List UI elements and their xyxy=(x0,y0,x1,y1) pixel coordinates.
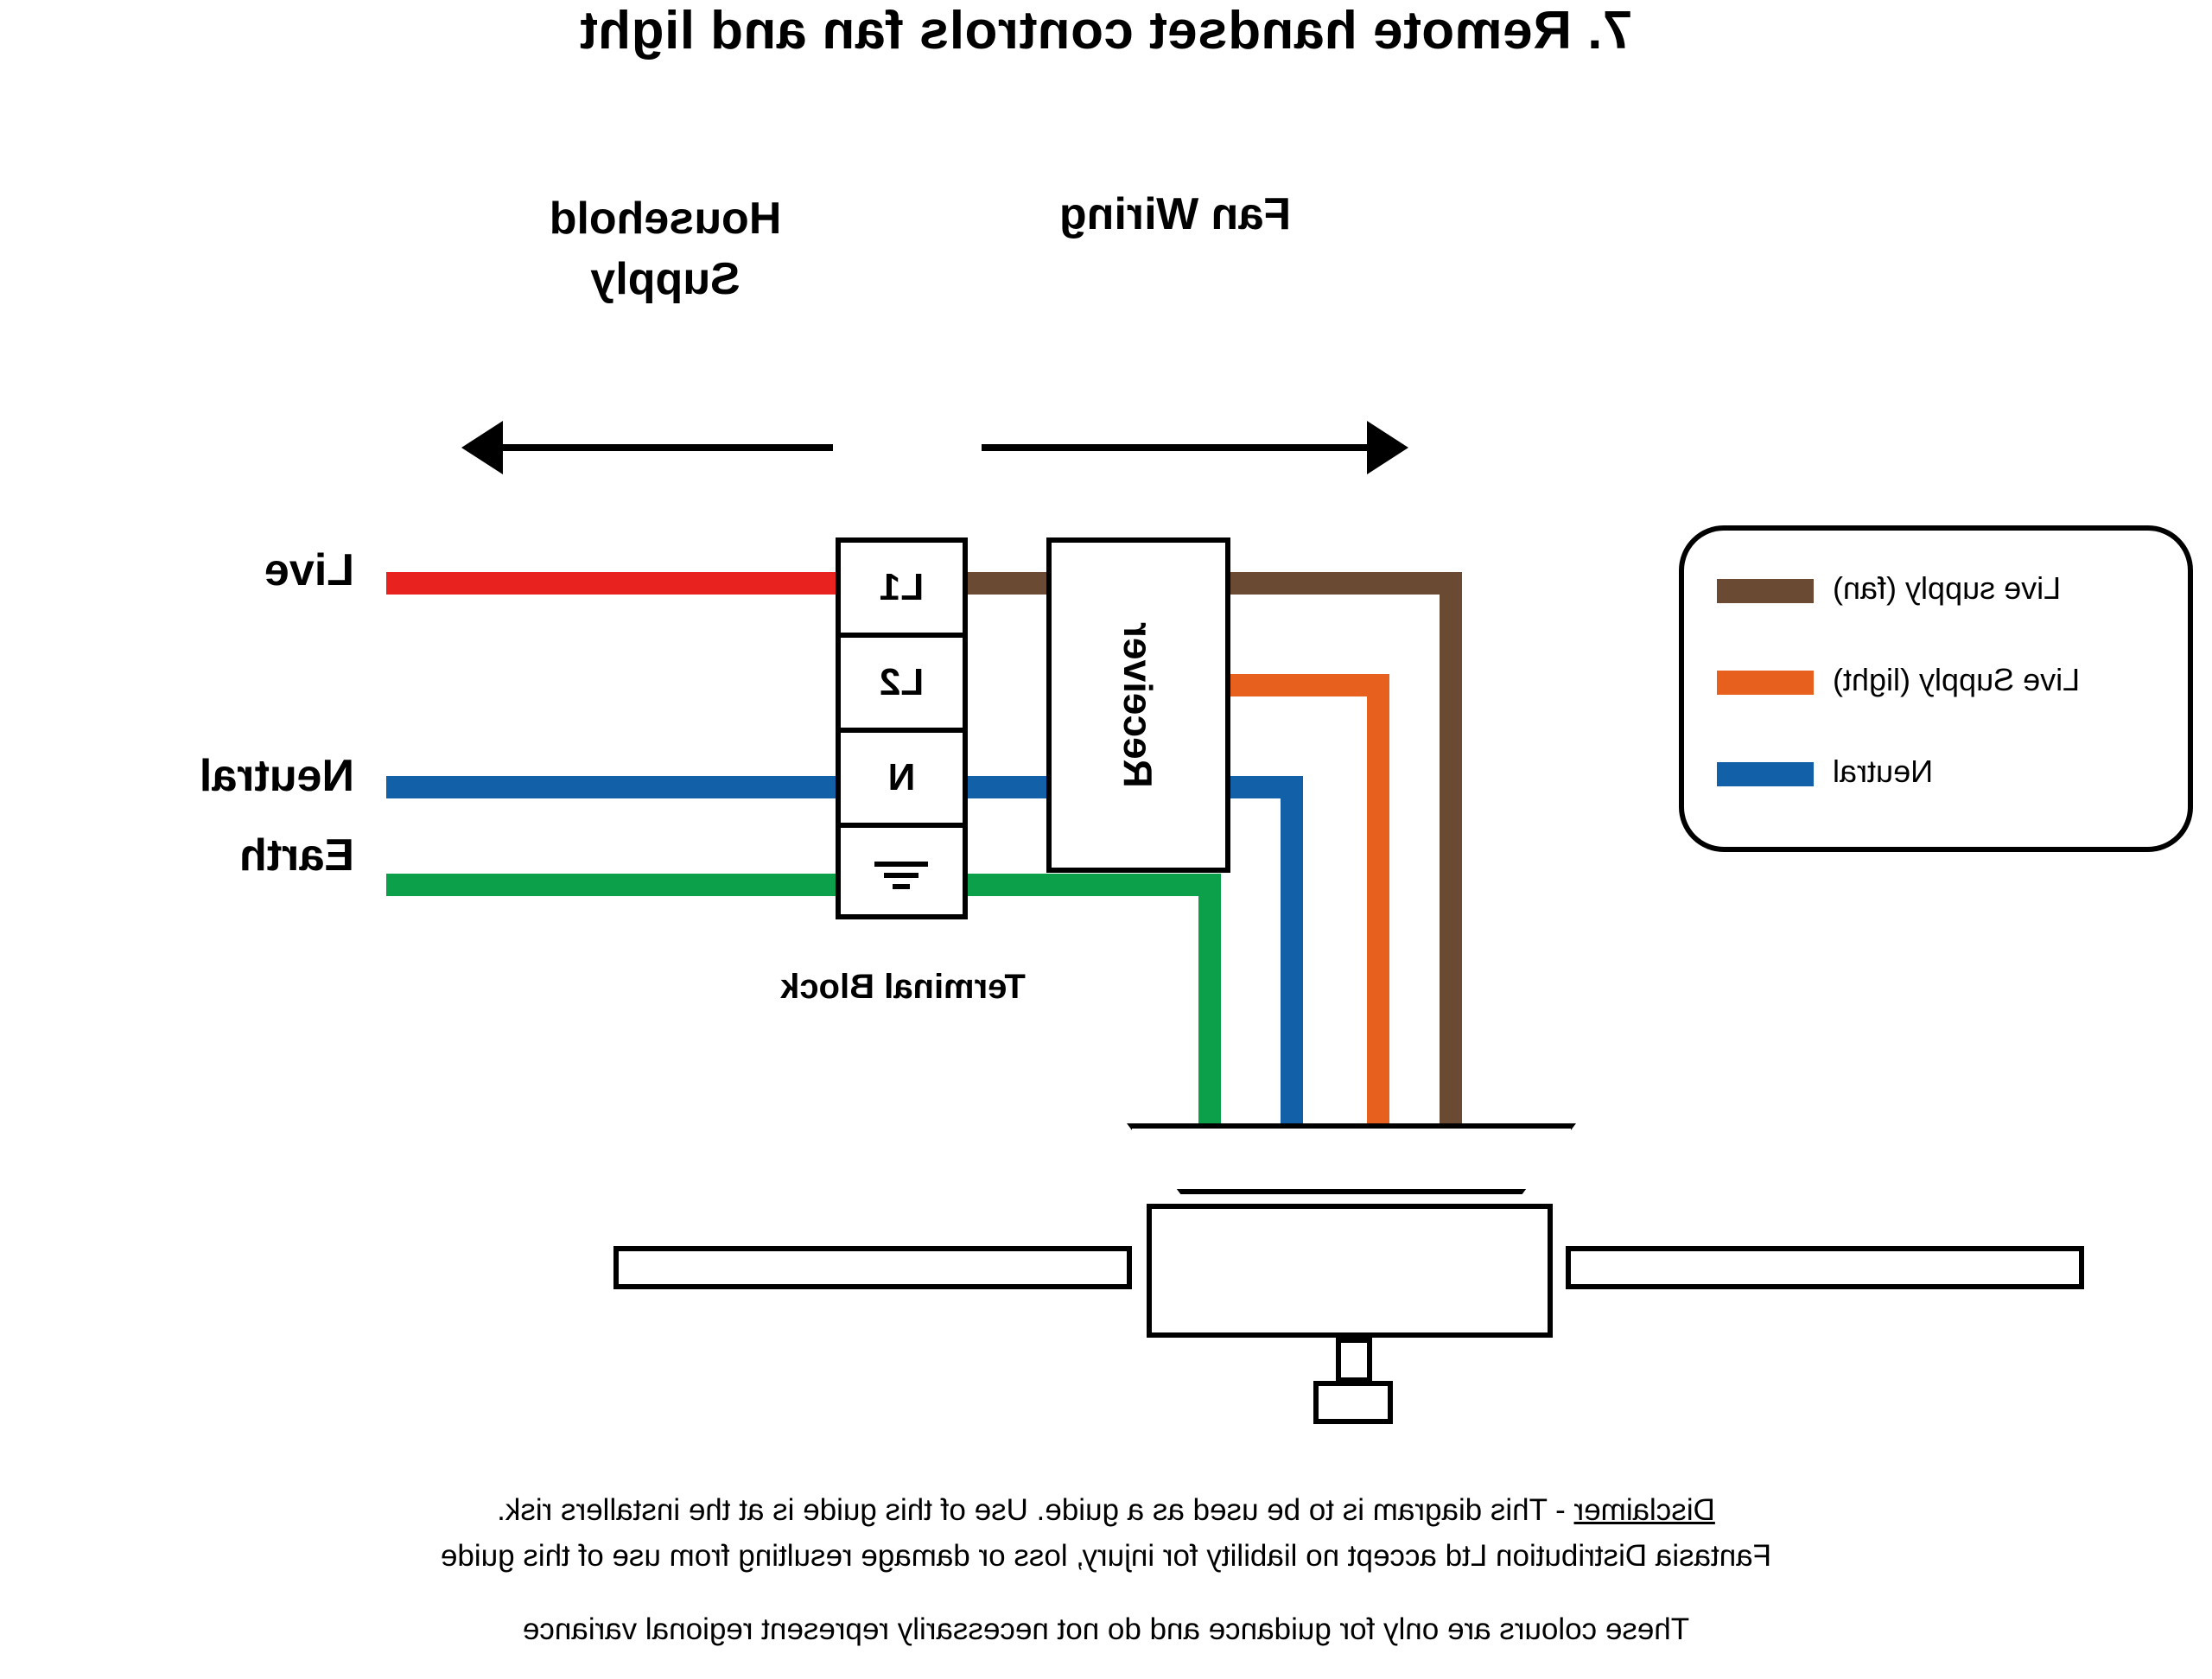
household-supply-label-line1: Household xyxy=(549,194,782,244)
disclaimer-line-2: Fantasia Distribution Ltd accept no liability for injury, loss or damage resulting from use of this guide xyxy=(440,1538,1772,1573)
legend-swatch-live-light xyxy=(1717,671,1814,695)
legend-item-label: Neutral xyxy=(1833,754,1934,789)
wire-live-supply xyxy=(386,572,836,595)
wire-live-light-drop xyxy=(1367,674,1389,1125)
terminal-cell-earth xyxy=(841,828,963,923)
fan-blade-left xyxy=(1566,1246,2084,1289)
legend-box xyxy=(1679,525,2193,852)
wire-live-fan-horizontal xyxy=(1220,572,1462,595)
terminal-block-caption: Terminal Block xyxy=(780,968,1026,1006)
legend-item-label: Live Supply (light) xyxy=(1833,662,2081,697)
page-title: 7. Remote handset controls fan and light xyxy=(579,1,1633,60)
legend-item xyxy=(1684,743,2188,807)
wire-neutral-supply xyxy=(386,776,836,798)
terminal-block xyxy=(836,537,968,919)
household-supply-label xyxy=(441,188,890,309)
colour-variance-note: These colours are only for guidance and do not necessarily represent regional variance xyxy=(522,1612,1690,1646)
fan-wiring-label: Fan Wiring xyxy=(1058,189,1292,239)
legend-item xyxy=(1684,560,2188,624)
terminal-cell-l2: L2 xyxy=(841,638,963,733)
legend-swatch-live-fan xyxy=(1717,579,1814,603)
supply-arrow-head-icon xyxy=(461,421,503,474)
legend-item-label: Live supply (fan) xyxy=(1833,570,2062,606)
wire-earth-drop xyxy=(1198,874,1221,1125)
fan-light-stem xyxy=(1336,1338,1372,1383)
wire-live-receiver-to-terminal xyxy=(964,572,1046,595)
disclaimer-text xyxy=(156,1488,2056,1579)
terminal-cell-l1: L1 xyxy=(841,543,963,638)
receiver-label: Receiver xyxy=(1116,622,1161,788)
wire-live-light-horizontal xyxy=(1217,674,1389,696)
legend-item xyxy=(1684,652,2188,715)
wire-earth-supply xyxy=(386,874,836,896)
supply-label-earth: Earth xyxy=(239,830,354,881)
legend-swatch-neutral xyxy=(1717,762,1814,786)
fan-motor-housing xyxy=(1147,1204,1553,1338)
supply-label-live: Live xyxy=(264,545,354,595)
supply-arrow-shaft xyxy=(487,444,833,451)
disclaimer-line-1 xyxy=(156,1488,2056,1534)
disclaimer-line-1-rest: - This diagram is to be used as a guide. Use of this guide is at the installers risk. xyxy=(497,1493,1574,1527)
wire-neutral-receiver-to-terminal xyxy=(964,776,1046,798)
supply-label-neutral: Neutral xyxy=(199,751,354,801)
fan-wiring-arrow-shaft xyxy=(982,444,1376,451)
earth-symbol-icon xyxy=(875,862,929,889)
receiver-box xyxy=(1046,537,1230,873)
terminal-cell-n: N xyxy=(841,733,963,828)
fan-blade-right xyxy=(613,1246,1132,1289)
disclaimer-heading: Disclaimer xyxy=(1573,1493,1715,1527)
fan-wiring-arrow-head-icon xyxy=(1367,421,1408,474)
fan-canopy xyxy=(1127,1123,1576,1194)
household-supply-label-line2: Supply xyxy=(590,254,741,305)
wire-live-fan-drop xyxy=(1440,572,1462,1125)
wire-neutral-drop xyxy=(1281,776,1303,1125)
fan-light-kit xyxy=(1313,1381,1393,1424)
